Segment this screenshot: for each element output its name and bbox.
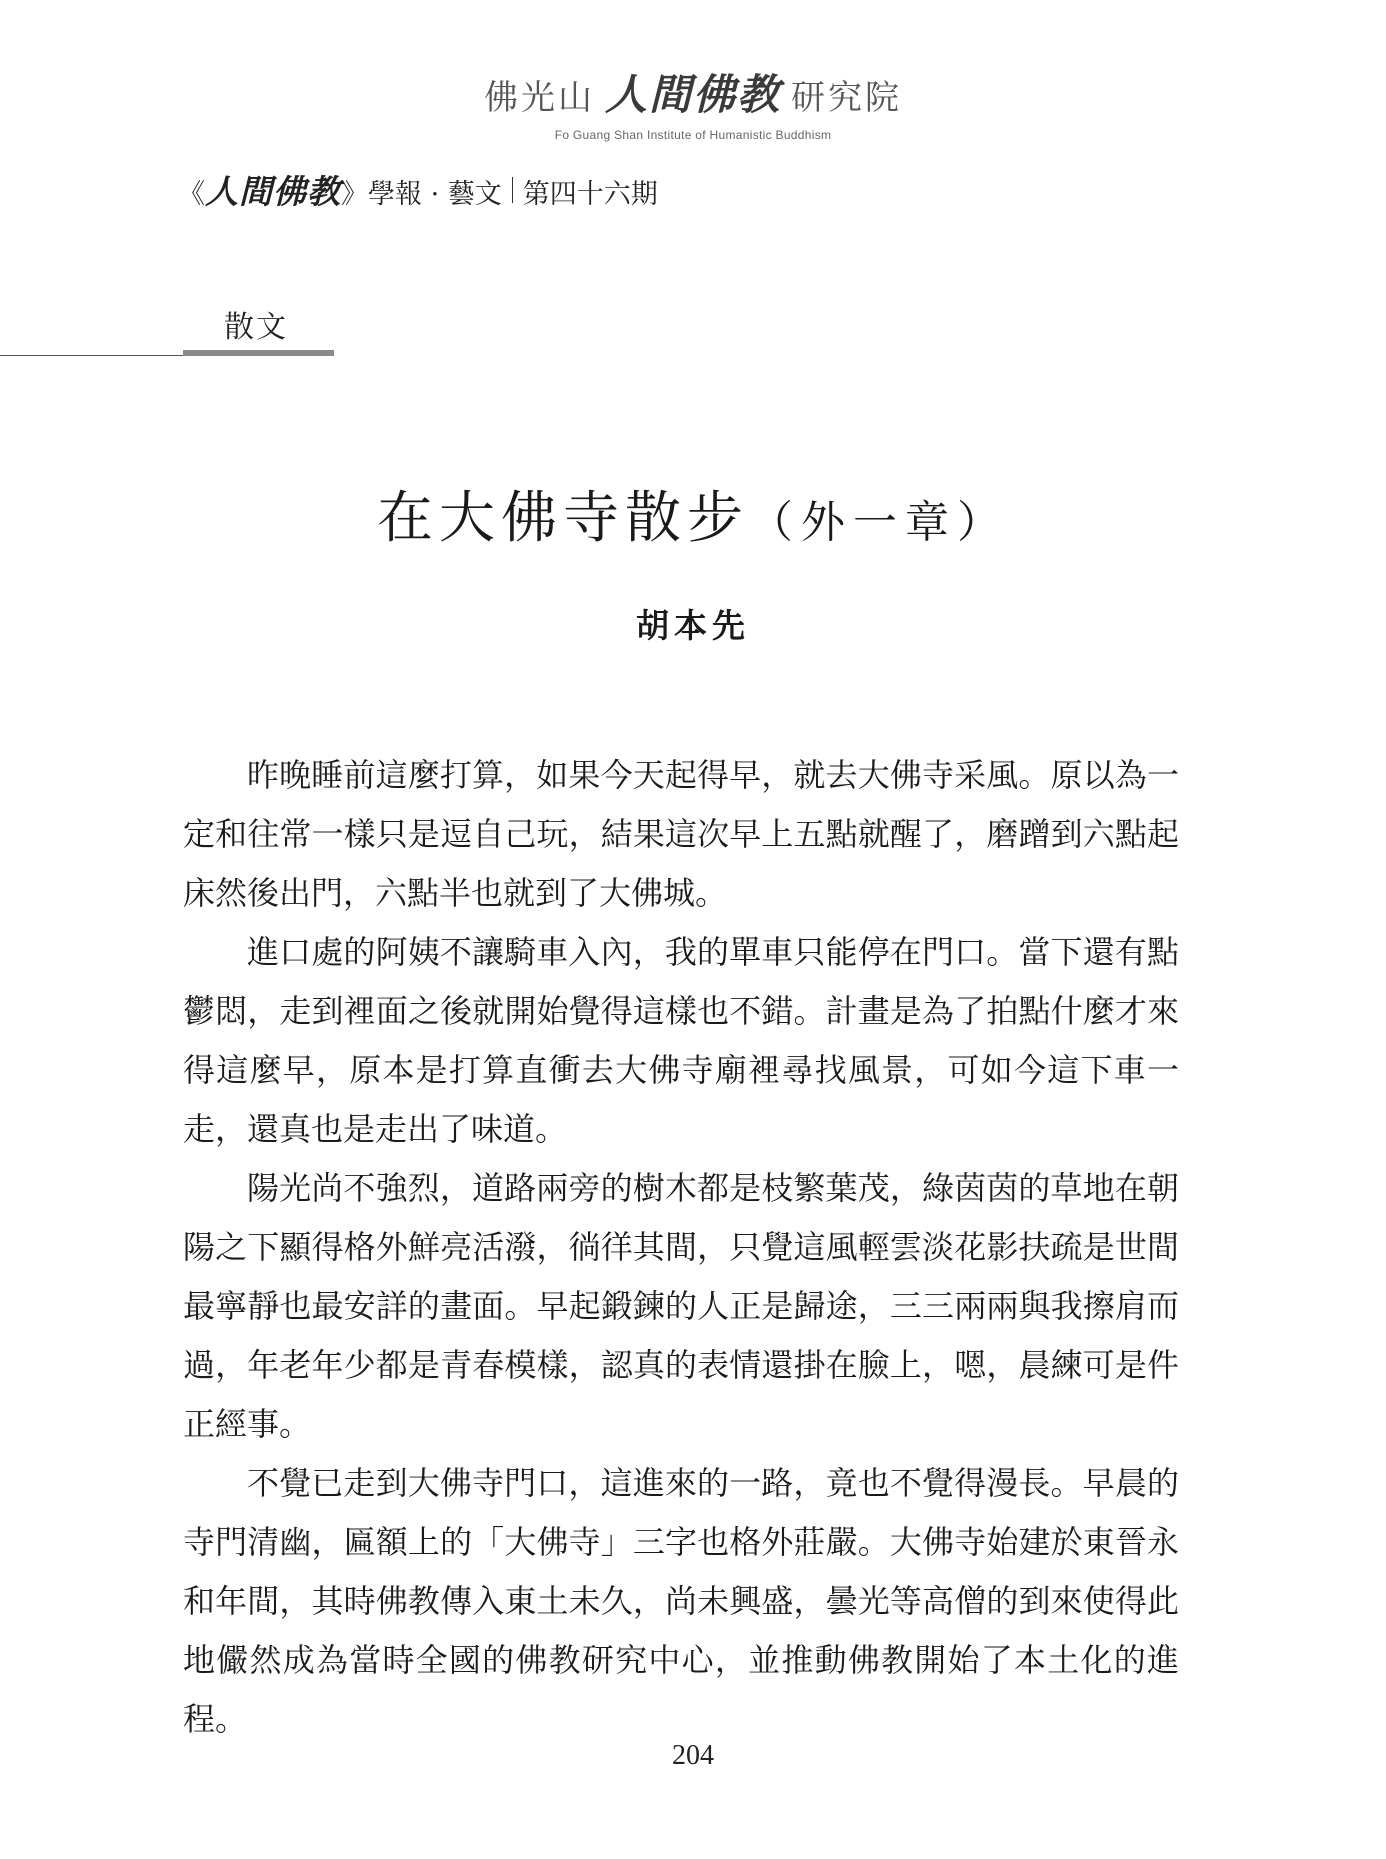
article-body bbox=[183, 746, 1179, 1749]
section-rule-accent bbox=[183, 350, 334, 356]
article-subtitle: （外一章） bbox=[749, 497, 1009, 548]
running-head-journal: 學報 · 藝文 bbox=[368, 179, 502, 210]
institute-english-name: Fo Guang Shan Institute of Humanistic Buddhism bbox=[554, 128, 832, 142]
section-label: 散文 bbox=[224, 310, 288, 345]
institute-header bbox=[0, 62, 1386, 142]
running-head-open-bracket: 《 bbox=[178, 179, 205, 210]
running-head-brand: 人間佛教 bbox=[205, 172, 341, 211]
institute-suffix: 研究院 bbox=[791, 78, 902, 118]
running-head-divider bbox=[512, 177, 513, 203]
body-paragraph: 昨晚睡前這麼打算，如果今天起得早，就去大佛寺采風。原以為一定和往常一樣只是逗自己玩，結果這次早上五點就醒了，磨蹭到六點起床然後出門，六點半也就到了大佛城。 bbox=[183, 756, 1179, 912]
running-head-issue: 第四十六期 bbox=[522, 179, 658, 210]
institute-name bbox=[484, 62, 902, 122]
institute-prefix: 佛光山 bbox=[483, 78, 595, 118]
article-author: 胡本先 bbox=[636, 606, 750, 645]
running-head bbox=[178, 166, 658, 213]
article-title-main: 在大佛寺散步 bbox=[377, 486, 749, 551]
running-head-close-bracket: 》 bbox=[341, 179, 368, 210]
article-title bbox=[0, 474, 1386, 554]
body-paragraph: 陽光尚不強烈，道路兩旁的樹木都是枝繁葉茂，綠茵茵的草地在朝陽之下顯得格外鮮亮活潑，徜徉其間，只覺這風輕雲淡花影扶疏是世間最寧靜也最安詳的畫面。早起鍛鍊的人正是歸途，三三兩兩與我擦肩而過，年老年少都是青春模樣，認真的表情還掛在臉上，嗯，晨練可是件正經事。 bbox=[183, 1169, 1179, 1443]
body-paragraph: 進口處的阿姨不讓騎車入內，我的單車只能停在門口。當下還有點鬱悶，走到裡面之後就開始覺得這樣也不錯。計畫是為了拍點什麼才來得這麼早，原本是打算直衝去大佛寺廟裡尋找風景，可如今這下車一走，還真也是走出了味道。 bbox=[183, 933, 1179, 1148]
body-paragraph: 不覺已走到大佛寺門口，這進來的一路，竟也不覺得漫長。早晨的寺門清幽，匾額上的「大佛寺」三字也格外莊嚴。大佛寺始建於東晉永和年間，其時佛教傳入東土未久，尚未興盛，曇光等高僧的到來使得此地儼然成為當時全國的佛教研究中心，並推動佛教開始了本土化的進程。 bbox=[183, 1464, 1179, 1738]
institute-brand-logo: 人間佛教 bbox=[604, 70, 781, 119]
page-number: 204 bbox=[672, 1740, 714, 1771]
